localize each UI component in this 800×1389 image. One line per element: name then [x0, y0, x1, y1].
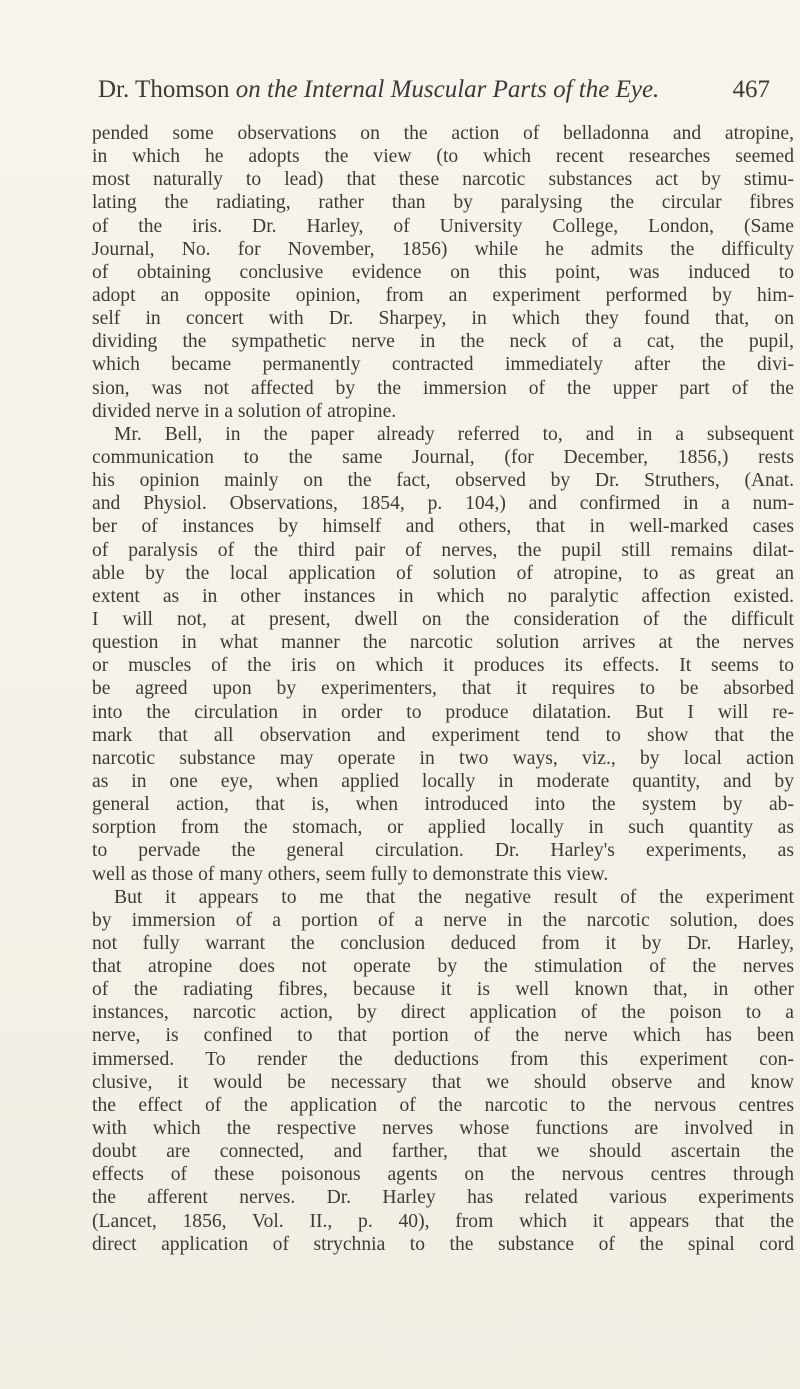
text-line: of obtaining conclusive evidence on this point, was induced to — [92, 261, 794, 283]
text-line: general action, that is, when introduced into the system by ab- — [92, 794, 794, 816]
text-line: instances, narcotic action, by direct application of the poison to a — [92, 1002, 794, 1024]
body-text — [92, 122, 794, 1256]
text-line: ber of instances by himself and others, that in well-marked cases — [92, 516, 794, 538]
text-line: that atropine does not operate by the stimulation of the nerves — [92, 956, 794, 978]
paragraph — [92, 423, 794, 886]
text-line: Mr. Bell, in the paper already referred to, and in a subsequent — [114, 423, 794, 445]
text-line: of the iris. Dr. Harley, of University College, London, (Same — [92, 215, 794, 237]
text-line: communication to the same Journal, (for December, 1856,) rests — [92, 446, 794, 468]
text-line: well as those of many others, seem fully to demonstrate this view. — [92, 863, 609, 885]
page-number: 467 — [732, 76, 770, 103]
text-line: lating the radiating, rather than by paralysing the circular fibres — [92, 192, 794, 214]
text-line: by immersion of a portion of a nerve in the narcotic solution, does — [92, 909, 794, 931]
text-line: clusive, it would be necessary that we should observe and know — [92, 1071, 794, 1093]
text-line: pended some observations on the action of belladonna and atropine, — [92, 123, 794, 144]
text-line: of the radiating fibres, because it is well known that, in other — [92, 979, 794, 1001]
text-line: or muscles of the iris on which it produces its effects. It seems to — [92, 655, 794, 677]
text-line: I will not, at present, dwell on the consideration of the difficult — [92, 608, 794, 630]
running-head-author: Dr. Thomson — [98, 76, 230, 103]
text-line: immersed. To render the deductions from this experiment con- — [92, 1048, 794, 1070]
text-line: divided nerve in a solution of atropine. — [92, 400, 397, 422]
text-line: of paralysis of the third pair of nerves, the pupil still remains dilat- — [92, 539, 794, 561]
text-line: nerve, is confined to that portion of the nerve which has been — [92, 1025, 794, 1047]
text-line: direct application of strychnia to the substance of the spinal cord — [92, 1233, 794, 1255]
text-line: with which the respective nerves whose functions are involved in — [92, 1118, 794, 1140]
text-line: mark that all observation and experiment tend to show that the — [92, 724, 794, 746]
running-head-article-title: the Internal Muscular Parts of the Eye. — [267, 76, 660, 103]
text-line: the afferent nerves. Dr. Harley has related various experiments — [92, 1187, 794, 1209]
running-head — [98, 76, 770, 110]
text-line: able by the local application of solution of atropine, to as great an — [92, 562, 794, 584]
text-line: adopt an opposite opinion, from an experiment performed by him- — [92, 284, 794, 306]
text-line: question in what manner the narcotic solution arrives at the nerves — [92, 632, 794, 654]
text-line: effects of these poisonous agents on the nervous centres through — [92, 1164, 794, 1186]
text-line: be agreed upon by experimenters, that it requires to be absorbed — [92, 678, 794, 700]
text-line: to pervade the general circulation. Dr. Harley's experiments, as — [92, 840, 794, 862]
text-line: most naturally to lead) that these narcotic substances act by stimu- — [92, 169, 794, 191]
running-head-on: on — [235, 76, 261, 103]
text-line: sorption from the stomach, or applied locally in such quantity as — [92, 817, 794, 839]
paragraph — [92, 122, 794, 423]
text-line: which became permanently contracted immediately after the divi- — [92, 354, 794, 376]
text-line: his opinion mainly on the fact, observed by Dr. Struthers, (Anat. — [92, 470, 794, 492]
text-line: narcotic substance may operate in two ways, viz., by local action — [92, 747, 794, 769]
text-line: not fully warrant the conclusion deduced from it by Dr. Harley, — [92, 932, 794, 954]
text-line: extent as in other instances in which no paralytic affection existed. — [92, 585, 794, 607]
text-line: self in concert with Dr. Sharpey, in which they found that, on — [92, 308, 794, 330]
text-line: the effect of the application of the narcotic to the nervous centres — [92, 1094, 794, 1116]
text-line: Journal, No. for November, 1856) while he admits the difficulty — [92, 238, 794, 260]
text-line: sion, was not affected by the immersion of the upper part of the — [92, 377, 794, 399]
paragraph — [92, 886, 794, 1256]
text-line: and Physiol. Observations, 1854, p. 104,) and confirmed in a num- — [92, 493, 794, 515]
text-line: (Lancet, 1856, Vol. II., p. 40), from which it appears that the — [92, 1210, 794, 1232]
text-line: But it appears to me that the negative result of the experiment — [114, 886, 794, 908]
text-line: doubt are connected, and farther, that we should ascertain the — [92, 1141, 794, 1163]
text-line: as in one eye, when applied locally in moderate quantity, and by — [92, 770, 794, 792]
text-line: into the circulation in order to produce dilatation. But I will re- — [92, 701, 794, 723]
running-head-title — [98, 76, 659, 104]
text-line: dividing the sympathetic nerve in the neck of a cat, the pupil, — [92, 331, 794, 353]
text-line: in which he adopts the view (to which recent researches seemed — [92, 146, 794, 168]
